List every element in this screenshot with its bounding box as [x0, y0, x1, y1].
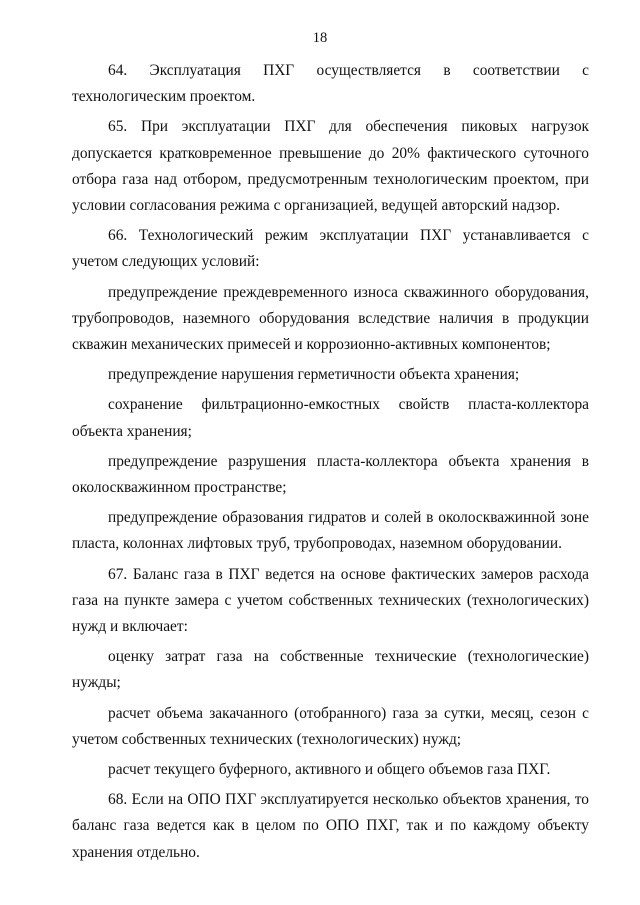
paragraph-66: 66. Технологический режим эксплуатации ПХГ устанавливается с учетом следующих условий: — [72, 227, 589, 271]
balance-item-own-needs: оценку затрат газа на собственные технические (технологические) нужды; — [72, 648, 589, 692]
balance-item-volume: расчет объема закачанного (отобранного) газа за сутки, месяц, сезон с учетом собственных технических (технологических) нужд; — [72, 704, 589, 748]
paragraph-64: 64. Эксплуатация ПХГ осуществляется в соответствии с технологическим проектом. — [72, 62, 589, 106]
balance-item-buffer: расчет текущего буферного, активного и общего объемов газа ПХГ. — [108, 761, 551, 779]
condition-item-tightness: предупреждение нарушения герметичности объекта хранения; — [108, 366, 520, 384]
condition-item-filtration: сохранение фильтрационно-емкостных свойств пласта-коллектора объекта хранения; — [72, 396, 589, 440]
condition-item-destruction: предупреждение разрушения пласта-коллектора объекта хранения в околоскважинном пространстве; — [72, 452, 589, 497]
page-number: 18 — [312, 30, 328, 46]
paragraph-65: 65. При эксплуатации ПХГ для обеспечения пиковых нагрузок допускается кратковременное превышение до 20% фактического суточного отбора газа над отбором, предусмотренным технологическим проектом, при условии согласования режима с организацией, ведущей авторский надзор. — [72, 118, 589, 215]
condition-item-hydrates: предупреждение образования гидратов и солей в околоскважинной зоне пласта, колоннах лифтовых труб, трубопроводах, наземном оборудовании. — [72, 509, 589, 553]
condition-item-wear: предупреждение преждевременного износа скважинного оборудования, трубопроводов, наземного оборудования вследствие наличия в продукции скважин механических примесей и коррозионно-активных компонентов; — [72, 283, 589, 354]
document-body — [72, 58, 589, 866]
paragraph-68: 68. Если на ОПО ПХГ эксплуатируется несколько объектов хранения, то баланс газа ведется как в целом по ОПО ПХГ, так и по каждому объекту хранения отдельно. — [72, 791, 589, 861]
paragraph-67: 67. Баланс газа в ПХГ ведется на основе фактических замеров расхода газа на пункте замера с учетом собственных технических (технологических) нужд и включает: — [72, 565, 589, 636]
